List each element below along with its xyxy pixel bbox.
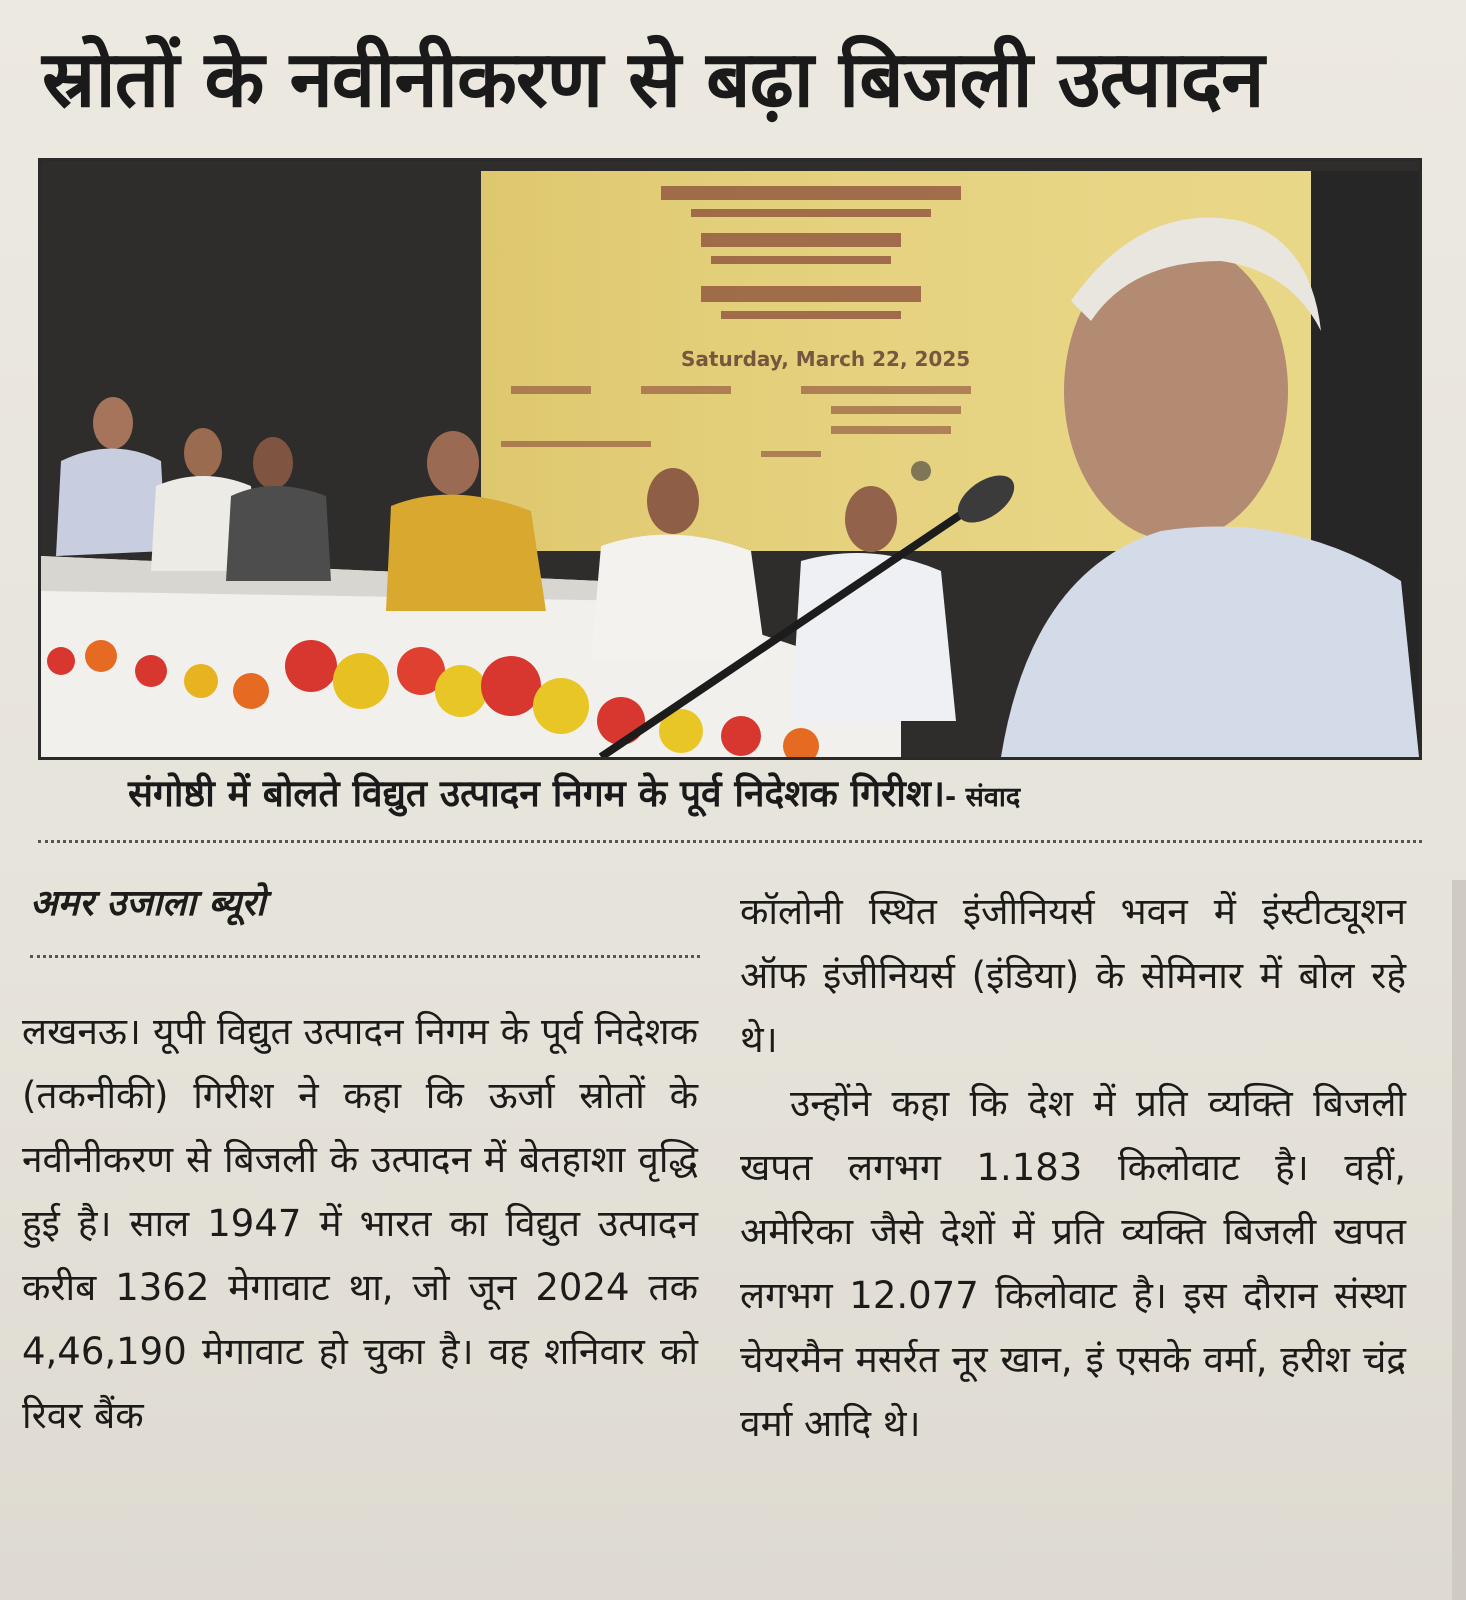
byline: अमर उजाला ब्यूरो bbox=[30, 882, 266, 924]
byline-divider bbox=[30, 955, 700, 958]
banner-date-text: Saturday, March 22, 2025 bbox=[681, 347, 971, 371]
seminar-photo-illustration bbox=[41, 161, 1419, 757]
article-column-right bbox=[740, 880, 1406, 1456]
divider bbox=[38, 840, 1422, 843]
body-paragraph: लखनऊ। यूपी विद्युत उत्पादन निगम के पूर्व निदेशक (तकनीकी) गिरीश ने कहा कि ऊर्जा स्रोतों के नवीनीकरण से बिजली के उत्पादन में बेतहाशा वृद्धि हुई है। साल 1947 में भारत का विद्युत उत्पादन करीब 1362 मेगावाट था, जो जून 2024 तक 4,46,190 मेगावाट हो चुका है। वह शनिवार को रिवर बैंक bbox=[22, 1010, 698, 1437]
article-column-left bbox=[22, 1000, 698, 1448]
photo-credit: - संवाद bbox=[944, 782, 1021, 813]
page-edge bbox=[1452, 880, 1466, 1600]
photo-caption bbox=[128, 768, 1368, 824]
caption-text: संगोष्ठी में बोलते विद्युत उत्पादन निगम के पूर्व निदेशक गिरीश। bbox=[128, 772, 945, 815]
body-paragraph: उन्होंने कहा कि देश में प्रति व्यक्ति बिजली खपत लगभग 1.183 किलोवाट है। वहीं, अमेरिका जैसे देशों में प्रति व्यक्ति बिजली खपत लगभग 12.077 किलोवाट है। इस दौरान संस्था चेयरमैन मसर्रत नूर खान, इं एसके वर्मा, हरीश चंद्र वर्मा आदि थे। bbox=[740, 1082, 1406, 1445]
body-paragraph: कॉलोनी स्थित इंजीनियर्स भवन में इंस्टीट्यूशन ऑफ इंजीनियर्स (इंडिया) के सेमिनार में बोल रहे थे। bbox=[740, 890, 1406, 1061]
headline: स्रोतों के नवीनीकरण से बढ़ा बिजली उत्पादन bbox=[42, 35, 1264, 125]
news-photo bbox=[38, 158, 1422, 760]
